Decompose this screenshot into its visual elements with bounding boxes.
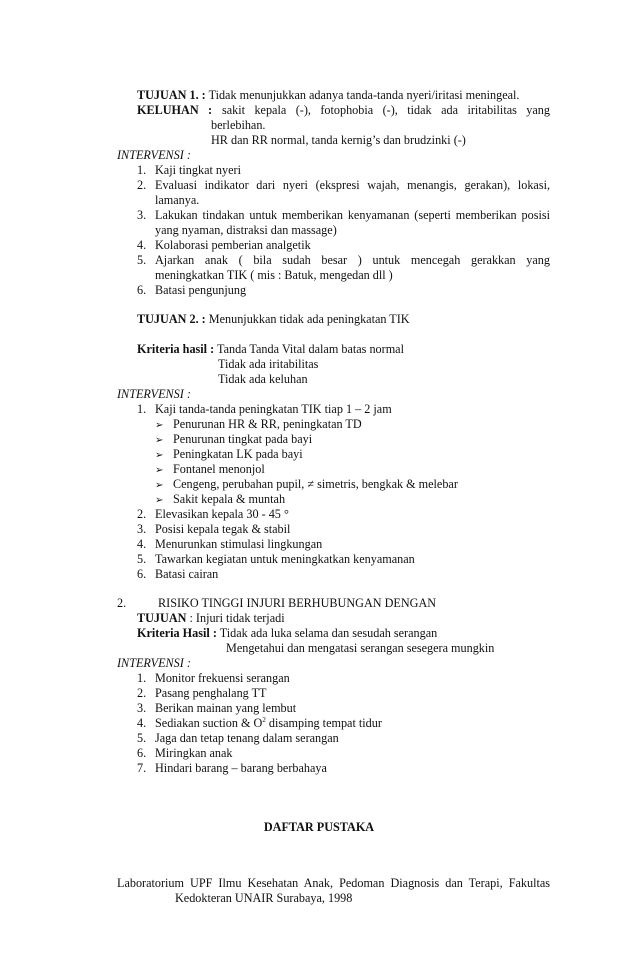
kriteria-hasil-3-line xyxy=(137,626,437,641)
list-item: 3. Lakukan tindakan untuk memberikan kenyamanan (seperti memberikan posisi xyxy=(137,208,550,222)
bullet-item: ➢ Penurunan HR & RR, peningkatan TD xyxy=(155,417,362,431)
bullet-item: ➢ Sakit kepala & muntah xyxy=(155,492,286,506)
tujuan-3-line xyxy=(137,611,285,626)
kriteria-hasil-label: Kriteria hasil : xyxy=(137,342,215,356)
bullet-item: ➢ Penurunan tingkat pada bayi xyxy=(155,432,313,446)
daftar-pustaka-heading: DAFTAR PUSTAKA xyxy=(263,820,375,834)
keluhan-label: KELUHAN xyxy=(137,103,199,117)
list-item: 2. Elevasikan kepala 30 - 45 ° xyxy=(137,507,289,521)
arrow-bullet-icon: ➢ xyxy=(155,420,164,431)
list-item: 6. Batasi cairan xyxy=(137,567,219,581)
tujuan-1-label: TUJUAN 1. : xyxy=(137,88,206,102)
keluhan-text-2: berlebihan. xyxy=(211,118,266,132)
section-number: 2. xyxy=(117,596,127,610)
list-item-cont: yang nyaman, distraksi dan massage) xyxy=(155,223,337,237)
bullet-item: ➢ Cengeng, perubahan pupil, ≠ simetris, bengkak & melebar xyxy=(155,477,458,491)
list-item: 7. Hindari barang – barang berbahaya xyxy=(137,761,327,775)
list-item-cont: meningkatkan TIK ( mis : Batuk, mengedan dll ) xyxy=(155,268,393,282)
subscript-2: 2 xyxy=(262,716,266,724)
arrow-bullet-icon: ➢ xyxy=(155,450,164,461)
list-item: 1. Monitor frekuensi serangan xyxy=(137,671,290,685)
list-item: 4. Kolaborasi pemberian analgetik xyxy=(137,238,311,252)
bullet-item: ➢ Peningkatan LK pada bayi xyxy=(155,447,303,461)
intervensi-2-label: INTERVENSI : xyxy=(117,387,191,401)
tujuan-1-text: Tidak menunjukkan adanya tanda-tanda nyeri/iritasi meningeal. xyxy=(208,88,520,102)
list-item: 6. Miringkan anak xyxy=(137,746,233,760)
list-item: 5. Ajarkan anak ( bila sudah besar ) untuk mencegah gerakkan yang xyxy=(137,253,550,267)
list-item-cont: lamanya. xyxy=(155,193,200,207)
kriteria-hasil-item: Tidak ada keluhan xyxy=(218,372,308,386)
kriteria-hasil-item: Tidak ada iritabilitas xyxy=(218,357,319,371)
kriteria-hasil-3-text-2: Mengetahui dan mengatasi serangan sesegera mungkin xyxy=(226,641,495,655)
bullet-item: ➢ Fontanel menonjol xyxy=(155,462,265,476)
list-item: 2. Evaluasi indikator dari nyeri (ekspresi wajah, menangis, gerakan), lokasi, xyxy=(137,178,550,192)
reference-line-2: Kedokteran UNAIR Surabaya, 1998 xyxy=(175,891,353,905)
kriteria-hasil-line xyxy=(137,342,404,357)
list-item: 3. Posisi kepala tegak & stabil xyxy=(137,522,291,536)
list-item: 2. Pasang penghalang TT xyxy=(137,686,267,700)
arrow-bullet-icon: ➢ xyxy=(155,465,164,476)
keluhan-text-3: HR dan RR normal, tanda kernig’s dan brudzinki (-) xyxy=(211,133,466,147)
list-item: 4. Menurunkan stimulasi lingkungan xyxy=(137,537,323,551)
intervensi-3-label: INTERVENSI : xyxy=(117,656,191,670)
list-item: 5. Tawarkan kegiatan untuk meningkatkan kenyamanan xyxy=(137,552,415,566)
tujuan-3-label: TUJUAN xyxy=(137,611,187,625)
tujuan-1-line xyxy=(137,88,519,103)
list-item: 4. Sediakan suction & $O^2$ disamping tempat tidur xyxy=(137,716,382,730)
list-item: 5. Jaga dan tetap tenang dalam serangan xyxy=(137,731,339,745)
list-item: 6. Batasi pengunjung xyxy=(137,283,247,297)
intervensi-1-label: INTERVENSI : xyxy=(117,148,191,162)
kriteria-hasil-item: Tanda Tanda Vital dalam batas normal xyxy=(217,342,404,356)
reference-line-1: Laboratorium UPF Ilmu Kesehatan Anak, Pedoman Diagnosis dan Terapi, Fakultas xyxy=(117,876,550,890)
tujuan-2-label: TUJUAN 2. : xyxy=(137,312,206,326)
list-item: 1. Kaji tanda-tanda peningkatan TIK tiap 1 – 2 jam xyxy=(137,402,392,416)
tujuan-3-text: : Injuri tidak terjadi xyxy=(189,611,285,625)
arrow-bullet-icon: ➢ xyxy=(155,435,164,446)
kriteria-hasil-3-text: Tidak ada luka selama dan sesudah serangan xyxy=(219,626,438,640)
arrow-bullet-icon: ➢ xyxy=(155,480,164,491)
arrow-bullet-icon: ➢ xyxy=(155,495,164,506)
list-item: 1. Kaji tingkat nyeri xyxy=(137,163,241,177)
keluhan-colon: : xyxy=(208,103,213,117)
tujuan-2-line xyxy=(137,312,410,327)
kriteria-hasil-3-label: Kriteria Hasil : xyxy=(137,626,217,640)
list-item: 3. Berikan mainan yang lembut xyxy=(137,701,297,715)
keluhan-text-1: sakit kepala (-), fotophobia (-), tidak ada iritabilitas yang xyxy=(222,103,550,117)
tujuan-2-text: Menunjukkan tidak ada peningkatan TIK xyxy=(208,312,410,326)
section-heading: RISIKO TINGGI INJURI BERHUBUNGAN DENGAN xyxy=(158,596,437,610)
